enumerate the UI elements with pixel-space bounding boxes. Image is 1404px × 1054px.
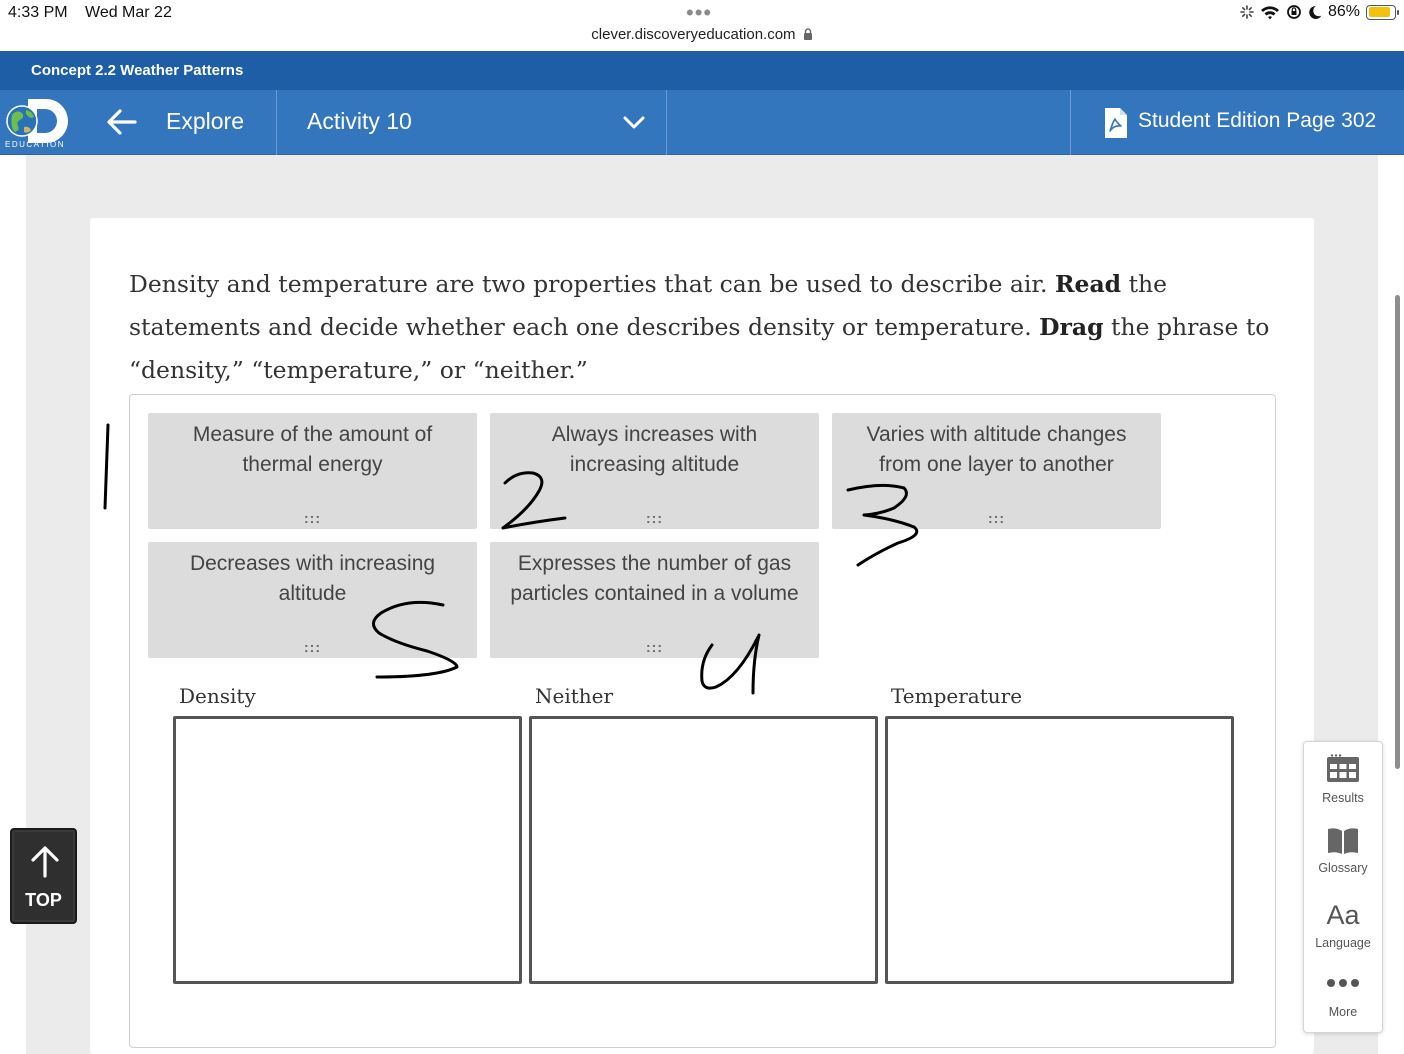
back-arrow-icon[interactable] — [104, 105, 140, 139]
tools-panel — [1303, 741, 1383, 1033]
page-scrollbar[interactable] — [1395, 295, 1400, 769]
loading-icon — [1240, 5, 1254, 19]
address-bar[interactable] — [0, 26, 1404, 43]
orientation-lock-icon — [1286, 4, 1302, 20]
table-icon — [1326, 754, 1360, 784]
drop-zone-neither[interactable] — [529, 716, 878, 984]
more-button[interactable] — [1304, 976, 1382, 1019]
more-label: More — [1328, 1005, 1358, 1019]
nav-divider — [1070, 90, 1071, 155]
drop-zone-density[interactable] — [173, 716, 522, 984]
battery-level — [1369, 7, 1391, 17]
status-time: 4:33 PM — [8, 4, 68, 21]
student-edition-link[interactable]: Student Edition Page 302 — [1138, 109, 1377, 132]
lock-icon — [803, 28, 813, 40]
instructions-part-3: the phrase to “density,” “temperature,” or “neither.” — [129, 313, 1270, 384]
tile-text: Decreases with increasing altitude — [189, 552, 436, 605]
activity-nav-bar — [0, 90, 1404, 155]
do-not-disturb-icon — [1308, 5, 1322, 20]
glossary-label: Glossary — [1318, 861, 1368, 875]
drop-zone-temperature[interactable] — [885, 716, 1234, 984]
logo-wordmark: EDUCATION — [5, 140, 66, 149]
explore-link[interactable]: Explore — [166, 108, 244, 134]
language-button[interactable] — [1304, 898, 1382, 950]
draggable-tile[interactable] — [148, 542, 477, 658]
status-bar — [0, 0, 1404, 51]
tile-text: Measure of the amount of thermal energy — [192, 423, 433, 476]
drag-handle-icon[interactable]: ::: — [646, 510, 663, 526]
instructions-drag-keyword: Drag — [1039, 313, 1104, 341]
back-to-top-button[interactable] — [10, 828, 77, 924]
instructions-read-keyword: Read — [1054, 270, 1122, 298]
status-date: Wed Mar 22 — [85, 4, 172, 21]
arrow-up-icon — [29, 844, 61, 878]
wifi-icon — [1260, 5, 1280, 20]
results-label: Results — [1322, 791, 1364, 805]
instructions-part-1: Density and temperature are two properties that can be used to describe air. — [129, 270, 1055, 298]
battery-percent: 86% — [1327, 3, 1360, 20]
language-icon: Aa — [1326, 900, 1360, 930]
chevron-down-icon[interactable] — [620, 110, 648, 134]
nav-divider — [666, 90, 667, 155]
draggable-tile[interactable] — [148, 413, 477, 529]
tile-text: Expresses the number of gas particles contained in a volume — [510, 552, 799, 605]
drop-zone-label-density: Density — [179, 684, 256, 708]
drop-zone-label-neither: Neither — [535, 684, 614, 708]
drag-handle-icon[interactable]: ::: — [988, 510, 1005, 526]
activity-selector-label[interactable]: Activity 10 — [307, 108, 412, 134]
drag-handle-icon[interactable]: ::: — [646, 639, 663, 655]
instructions-text — [129, 263, 1279, 392]
drag-handle-icon[interactable]: ::: — [304, 510, 321, 526]
glossary-button[interactable] — [1304, 826, 1382, 875]
language-label: Language — [1315, 936, 1371, 950]
instructions-part-2: the statements and decide whether each one describes density or temperature. — [129, 270, 1168, 341]
concept-bar — [0, 51, 1404, 90]
draggable-tile[interactable] — [490, 413, 819, 529]
pdf-icon[interactable] — [1103, 107, 1129, 139]
nav-divider — [276, 90, 277, 155]
concept-title: Concept 2.2 Weather Patterns — [31, 62, 244, 79]
book-icon — [1326, 826, 1360, 856]
url-text: clever.discoveryeducation.com — [591, 26, 796, 43]
status-icons — [1240, 3, 1396, 21]
draggable-tile[interactable] — [832, 413, 1161, 529]
results-button[interactable] — [1304, 754, 1382, 805]
drag-handle-icon[interactable]: ::: — [304, 639, 321, 655]
drop-zone-label-temperature: Temperature — [891, 684, 1023, 708]
tile-text: Always increases with increasing altitude — [551, 423, 758, 476]
tile-text: Varies with altitude changes from one layer to another — [866, 423, 1127, 476]
back-to-top-label: TOP — [25, 890, 62, 910]
draggable-tile[interactable] — [490, 542, 819, 658]
browser-more-dots[interactable]: ••• — [686, 0, 713, 25]
more-icon — [1325, 976, 1361, 990]
battery-icon — [1366, 5, 1396, 20]
